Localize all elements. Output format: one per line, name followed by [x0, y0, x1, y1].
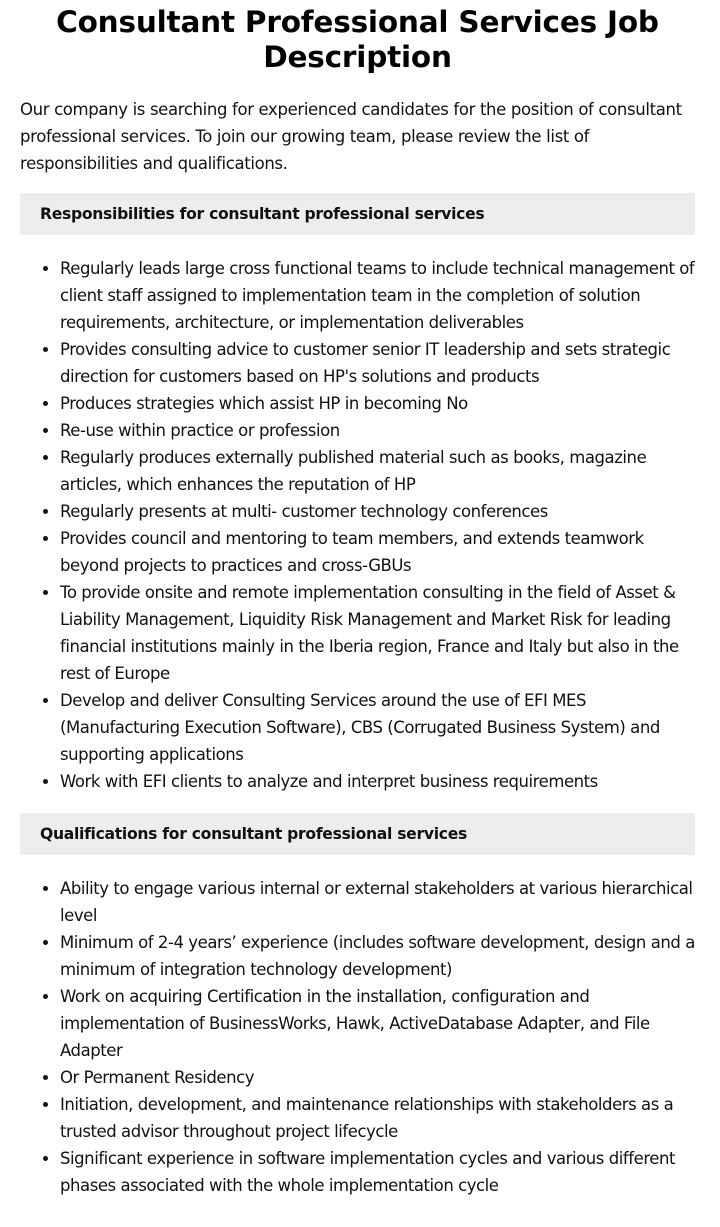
list-item: • Produces strategies which assist HP in becoming No — [60, 390, 695, 417]
list-item: • Work on acquiring Certification in the installation, configuration and implementation of BusinessWorks, Hawk, ActiveDatabase Adapter, and File Adapter — [60, 983, 695, 1064]
intro-paragraph: Our company is searching for experienced candidates for the position of consultant professional services. To join our growing team, please review the list of responsibilities and qualifications. — [20, 100, 682, 173]
list-item: • Regularly leads large cross functional teams to include technical management of client staff assigned to implementation team in the completion of solution requirements, architecture, or implementation deliverables — [60, 255, 695, 336]
list-item: • Provides council and mentoring to team members, and extends teamwork beyond projects to practices and cross-GBUs — [60, 525, 695, 579]
qualifications-heading: Qualifications for consultant professional services — [20, 813, 695, 855]
list-item: • Or Permanent Residency — [60, 1064, 695, 1091]
list-item: • Significant experience in software implementation cycles and various different phases associated with the whole implementation cycle — [60, 1145, 695, 1199]
list-item: • Re-use within practice or profession — [60, 417, 695, 444]
list-item: • Regularly presents at multi- customer technology conferences — [60, 498, 695, 525]
page-title: Consultant Professional Services Job Description — [56, 5, 659, 74]
list-item: • Regularly produces externally published material such as books, magazine articles, which enhances the reputation of HP — [60, 444, 695, 498]
list-item: • Initiation, development, and maintenance relationships with stakeholders as a trusted advisor throughout project lifecycle — [60, 1091, 695, 1145]
responsibilities-list — [20, 255, 695, 795]
qualifications-list — [20, 875, 695, 1199]
list-item: • Work with EFI clients to analyze and interpret business requirements — [60, 768, 695, 795]
list-item: • Minimum of 2-4 years’ experience (includes software development, design and a minimum of integration technology development) — [60, 929, 695, 983]
list-item: • Ability to engage various internal or external stakeholders at various hierarchical level — [60, 875, 695, 929]
list-item: • To provide onsite and remote implementation consulting in the field of Asset & Liability Management, Liquidity Risk Management and Market Risk for leading financial institutions mainly in the Iberia region, France and Italy but also in the rest of Europe — [60, 579, 695, 687]
list-item: • Provides consulting advice to customer senior IT leadership and sets strategic direction for customers based on HP's solutions and products — [60, 336, 695, 390]
responsibilities-heading: Responsibilities for consultant professional services — [20, 193, 695, 235]
list-item: • Develop and deliver Consulting Services around the use of EFI MES (Manufacturing Execution Software), CBS (Corrugated Business System) and supporting applications — [60, 687, 695, 768]
